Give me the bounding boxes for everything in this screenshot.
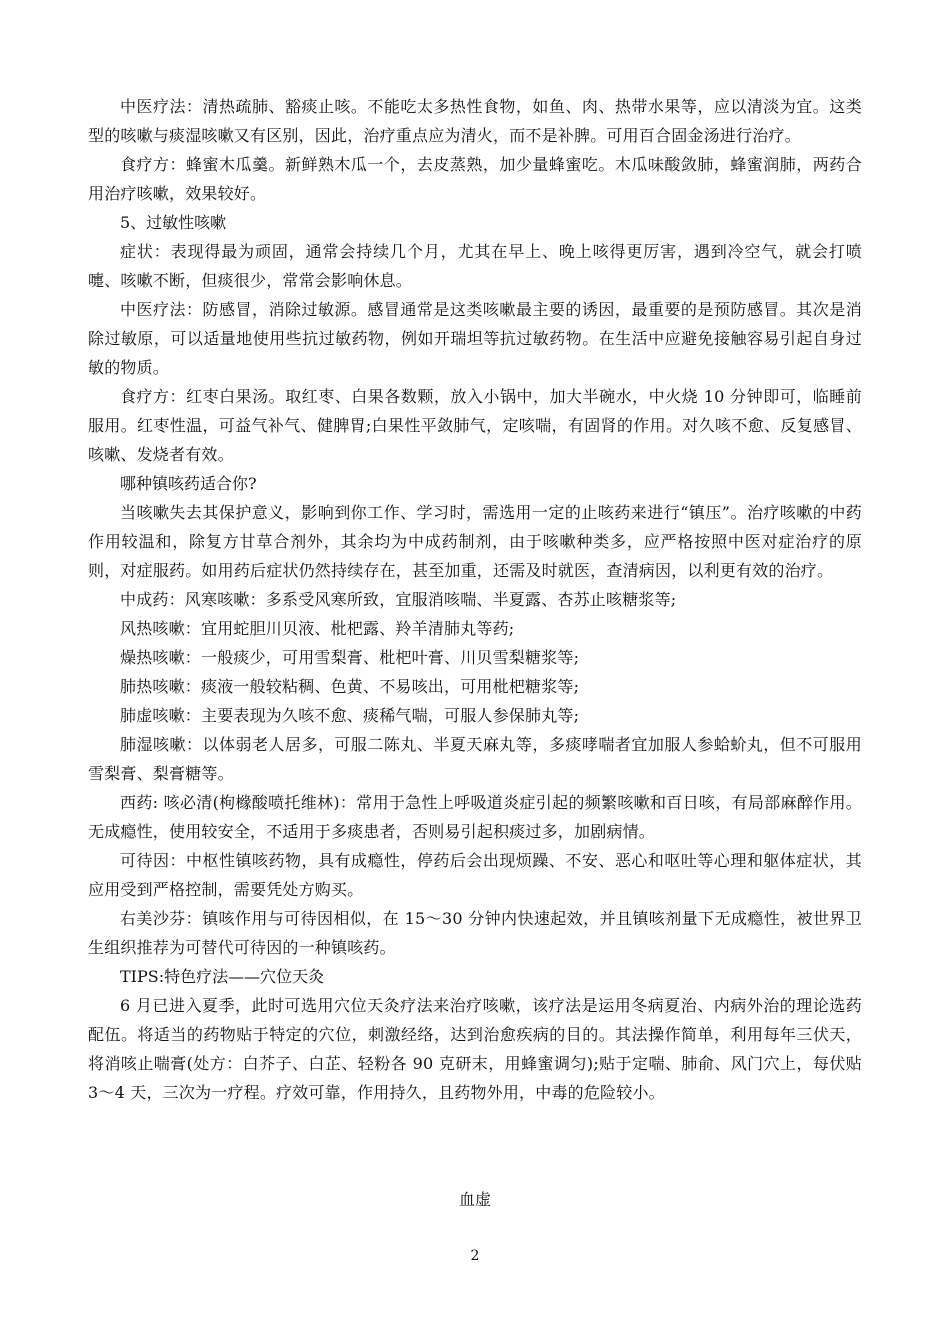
paragraph: 当咳嗽失去其保护意义，影响到你工作、学习时，需选用一定的止咳药来进行“镇压”。治疗咳嗽的中药作用较温和，除复方甘草合剂外，其余均为中成药制剂，由于咳嗽种类多，应严格按照中医对症治疗的原则，对症服药。如用药后症状仍然持续存在，甚至加重，还需及时就医，查清病因，以利更有效的治疗。 <box>88 503 862 580</box>
paragraph: 中医疗法：防感冒，消除过敏源。感冒通常是这类咳嗽最主要的诱因，最重要的是预防感冒。其次是消除过敏原，可以适量地使用些抗过敏药物，例如开瑞坦等抗过敏药物。在生活中应避免接触容易引起自身过敏的物质。 <box>88 300 862 377</box>
paragraph: 可待因：中枢性镇咳药物，具有成瘾性，停药后会出现烦躁、不安、恶心和呕吐等心理和躯体症状，其应用受到严格控制，需要凭处方购买。 <box>88 851 862 899</box>
paragraph: 食疗方：蜂蜜木瓜羹。新鲜熟木瓜一个，去皮蒸熟，加少量蜂蜜吃。木瓜味酸敛肺，蜂蜜润肺，两药合用治疗咳嗽，效果较好。 <box>88 155 862 203</box>
section-heading: 5、过敏性咳嗽 <box>120 213 227 232</box>
paragraph: 燥热咳嗽：一般痰少，可用雪梨膏、枇杷叶膏、川贝雪梨糖浆等; <box>120 648 580 667</box>
paragraph: 中成药：风寒咳嗽：多系受风寒所致，宜服消咳喘、半夏露、杏苏止咳糖浆等; <box>120 590 677 609</box>
paragraph: 症状：表现得最为顽固，通常会持续几个月，尤其在早上、晚上咳得更厉害，遇到冷空气，就会打喷嚏、咳嗽不断，但痰很少，常常会影响休息。 <box>88 242 862 290</box>
paragraph: 中医疗法：清热疏肺、豁痰止咳。不能吃太多热性食物，如鱼、肉、热带水果等，应以清淡为宜。这类型的咳嗽与痰湿咳嗽又有区别，因此，治疗重点应为清火，而不是补脾。可用百合固金汤进行治疗。 <box>88 97 862 145</box>
section-heading: TIPS:特色疗法——穴位天灸 <box>120 967 325 986</box>
paragraph: 肺热咳嗽：痰液一般较粘稠、色黄、不易咳出，可用枇杷糖浆等; <box>120 677 580 696</box>
paragraph: 食疗方：红枣白果汤。取红枣、白果各数颗，放入小锅中，加大半碗水，中火烧 10 分钟即可，临睡前服用。红枣性温，可益气补气、健脾胃;白果性平敛肺气，定咳喘，有固肾的作用。对久咳不愈、反复感冒、咳嗽、发烧者有效。 <box>88 387 862 464</box>
document-body <box>88 92 862 1107</box>
paragraph: 肺虚咳嗽：主要表现为久咳不愈、痰稀气喘，可服人参保肺丸等; <box>120 706 580 725</box>
paragraph: 肺湿咳嗽：以体弱老人居多，可服二陈丸、半夏天麻丸等，多痰哮喘者宜加服人参蛤蚧丸，但不可服用雪梨膏、梨膏糖等。 <box>88 735 862 783</box>
paragraph: 6 月已进入夏季，此时可选用穴位天灸疗法来治疗咳嗽，该疗法是运用冬病夏治、内病外治的理论选药配伍。将适当的药物贴于特定的穴位，刺激经络，达到治愈疾病的目的。其法操作简单，利用每年三伏天，将消咳止喘膏(处方：白芥子、白芷、轻粉各 90 克研末，用蜂蜜调匀);贴于定喘、肺俞、风门穴上，每伏贴 3～4 天，三次为一疗程。疗效可靠，作用持久，且药物外用，中毒的危险较小。 <box>88 996 862 1102</box>
paragraph: 右美沙芬：镇咳作用与可待因相似，在 15～30 分钟内快速起效，并且镇咳剂量下无成瘾性，被世界卫生组织推荐为可替代可待因的一种镇咳药。 <box>88 909 862 957</box>
paragraph: 西药: 咳必清(枸橼酸喷托维林)：常用于急性上呼吸道炎症引起的频繁咳嗽和百日咳，有局部麻醉作用。无成瘾性，使用较安全，不适用于多痰患者，否则易引起积痰过多，加剧病情。 <box>88 793 862 841</box>
section-heading: 哪种镇咳药适合你? <box>120 474 257 493</box>
page-number: 2 <box>470 1248 480 1264</box>
paragraph: 风热咳嗽：宜用蛇胆川贝液、枇杷露、羚羊清肺丸等药; <box>120 619 515 638</box>
section-title: 血虚 <box>458 1190 491 1209</box>
